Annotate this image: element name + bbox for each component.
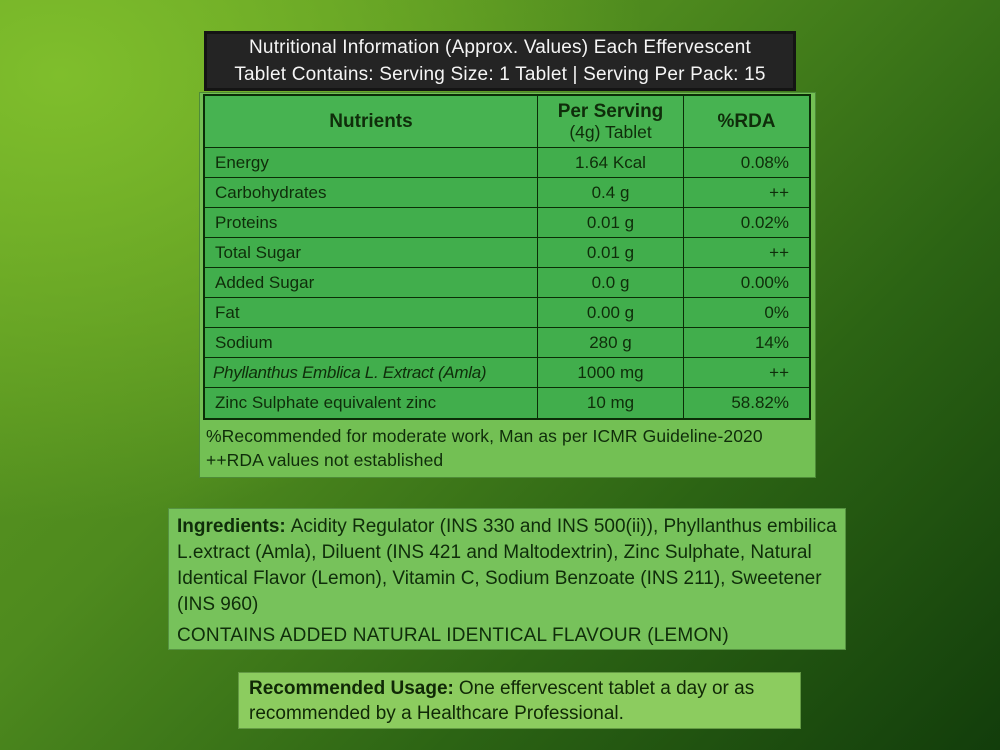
rda-value: 58.82%: [684, 388, 809, 418]
nutrient-name: Proteins: [205, 208, 538, 238]
rda-value: ++: [684, 238, 809, 268]
rda-footnote-line2: ++RDA values not established: [206, 450, 444, 470]
per-serving-line2: (4g) Tablet: [569, 121, 652, 142]
column-header-rda-label: %RDA: [717, 111, 776, 132]
ingredients-paragraph: [177, 514, 837, 618]
ingredients-panel: [168, 508, 846, 650]
recommended-usage-panel: [238, 672, 801, 729]
column-header-nutrients: [205, 96, 538, 148]
per-serving-line1: Per Serving: [557, 100, 664, 122]
column-header-nutrients-label: Nutrients: [329, 111, 413, 132]
per-serving-value: 0.00 g: [538, 298, 684, 328]
column-header-per-serving: [538, 96, 684, 148]
ingredients-label: Ingredients:: [177, 516, 286, 537]
per-serving-value: 280 g: [538, 328, 684, 358]
nutrient-name: Zinc Sulphate equivalent zinc: [205, 388, 538, 418]
per-serving-value: 0.01 g: [538, 208, 684, 238]
rda-value: 0%: [684, 298, 809, 328]
per-serving-value: 1000 mg: [538, 358, 684, 388]
ingredients-text: Acidity Regulator (INS 330 and INS 500(ii)), Phyllanthus embilica L.extract (Amla), Diluent (INS 421 and Maltodextrin), Zinc Sulphate, Natural Identical Flavor (Lemon), Vitamin C, Sodium Benzoate (INS 211), Sweetener (INS 960): [177, 516, 837, 615]
per-serving-value: 0.0 g: [538, 268, 684, 298]
recommended-usage-label: Recommended Usage:: [249, 678, 454, 699]
nutrient-name: Added Sugar: [205, 268, 538, 298]
rda-footnote-line1: %Recommended for moderate work, Man as per ICMR Guideline-2020: [206, 426, 763, 446]
nutrition-info-header-line1: Nutritional Information (Approx. Values) Each Effervescent: [249, 37, 751, 58]
rda-value: ++: [684, 178, 809, 208]
nutrient-name: Phyllanthus Emblica L. Extract (Amla): [205, 358, 538, 388]
rda-value: ++: [684, 358, 809, 388]
nutrient-name: Sodium: [205, 328, 538, 358]
nutrient-name: Carbohydrates: [205, 178, 538, 208]
contains-flavour-statement: CONTAINS ADDED NATURAL IDENTICAL FLAVOUR (LEMON): [177, 625, 729, 646]
rda-value: 14%: [684, 328, 809, 358]
nutrition-table: [203, 94, 811, 420]
per-serving-value: 10 mg: [538, 388, 684, 418]
per-serving-value: 1.64 Kcal: [538, 148, 684, 178]
nutrition-info-header: [204, 31, 796, 91]
per-serving-value: 0.01 g: [538, 238, 684, 268]
column-header-rda: [684, 96, 809, 148]
nutrient-name: Total Sugar: [205, 238, 538, 268]
rda-value: 0.00%: [684, 268, 809, 298]
rda-footnote: [206, 424, 812, 472]
rda-value: 0.08%: [684, 148, 809, 178]
per-serving-value: 0.4 g: [538, 178, 684, 208]
rda-value: 0.02%: [684, 208, 809, 238]
recommended-usage-text: One effervescent tablet a day or as recommended by a Healthcare Professional.: [249, 678, 755, 724]
nutrient-name: Energy: [205, 148, 538, 178]
nutrient-name: Fat: [205, 298, 538, 328]
nutrition-info-header-line2: Tablet Contains: Serving Size: 1 Tablet | Serving Per Pack: 15: [234, 64, 766, 85]
